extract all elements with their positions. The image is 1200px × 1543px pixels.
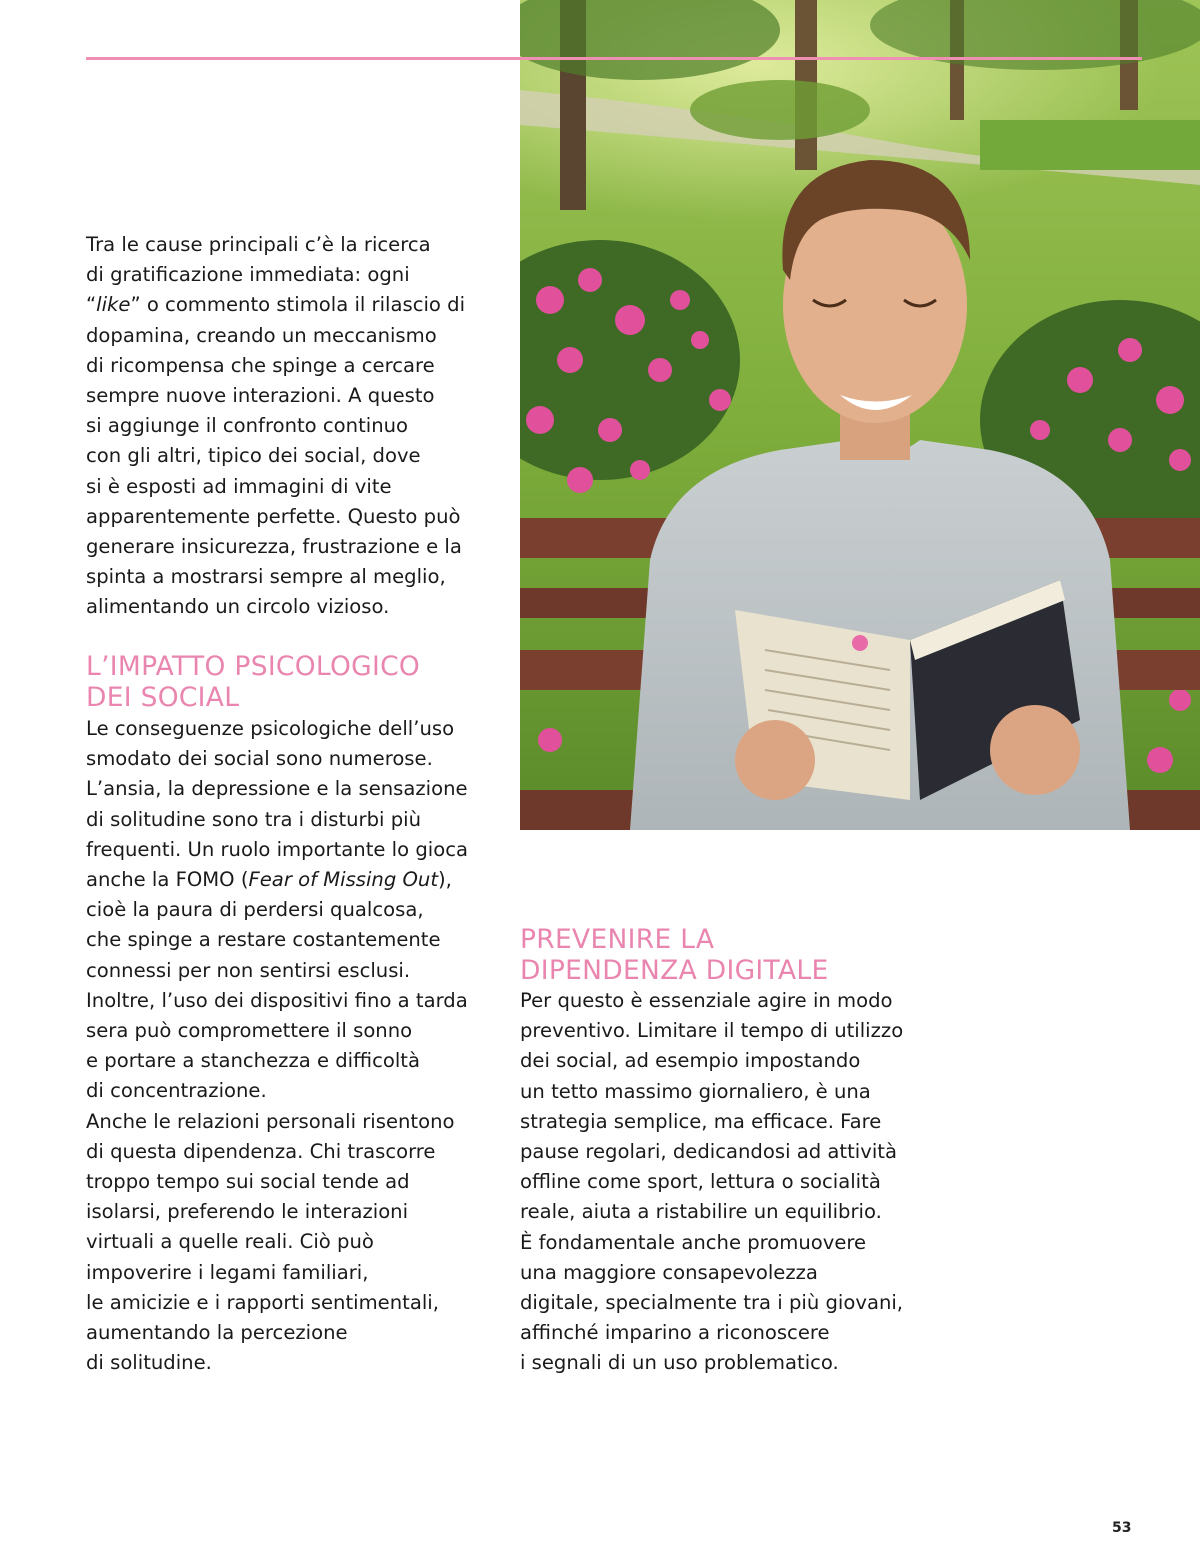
fomo-italic: Fear of Missing Out (248, 868, 439, 892)
text-line: dopamina, creando un meccanismo (86, 323, 437, 347)
text-line: smodato dei social sono numerose. (86, 747, 433, 771)
text-line: una maggiore consapevolezza (520, 1260, 818, 1284)
text-line: offline come sport, lettura o socialità (520, 1170, 881, 1194)
page-number: 53 (1112, 1520, 1132, 1536)
text-line: di concentrazione. (86, 1079, 267, 1103)
text-line: affinché imparino a riconoscere (520, 1321, 830, 1345)
psychological-impact-paragraph (86, 714, 506, 1378)
text-line: Tra le cause principali c’è la ricerca (86, 233, 431, 256)
heading-line: L’IMPATTO PSICOLOGICO (86, 651, 421, 682)
text-line: di solitudine. (86, 1351, 212, 1375)
text-line: i segnali di un uso problematico. (520, 1351, 839, 1375)
text-line: strategia semplice, ma efficace. Fare (520, 1109, 882, 1133)
text-line-fomo (86, 865, 506, 895)
text-line: e portare a stanchezza e difficoltà (86, 1049, 420, 1073)
heading-line: DIPENDENZA DIGITALE (520, 954, 829, 986)
text-line: troppo tempo sui social tende ad (86, 1170, 410, 1194)
text-line: spinta a mostrarsi sempre al meglio, (86, 565, 446, 589)
photo-teen-reading-book-in-park (520, 0, 1200, 830)
text-line: si è esposti ad immagini di vite (86, 474, 392, 498)
text-line: reale, aiuta a ristabilire un equilibrio. (520, 1200, 882, 1224)
heading-line: DEI SOCIAL (86, 681, 240, 713)
text-line: con gli altri, tipico dei social, dove (86, 444, 421, 468)
prevention-paragraph (520, 986, 950, 1379)
text-line: virtuali a quelle reali. Ciò può (86, 1230, 374, 1254)
text-line: L’ansia, la depressione e la sensazione (86, 777, 468, 801)
text-line: sempre nuove interazioni. A questo (86, 384, 435, 408)
fomo-suffix: ), (438, 868, 452, 892)
text-line: Inoltre, l’uso dei dispositivi fino a tarda (86, 988, 468, 1012)
text-line: di questa dipendenza. Chi trascorre (86, 1139, 436, 1163)
text-line: preventivo. Limitare il tempo di utilizzo (520, 1019, 904, 1043)
text-line: che spinge a restare costantemente (86, 928, 441, 952)
text-line: dei social, ad esempio impostando (520, 1049, 861, 1073)
top-divider-line (86, 57, 1142, 60)
text-line: di solitudine sono tra i disturbi più (86, 807, 422, 831)
text-line: cioè la paura di perdersi qualcosa, (86, 898, 424, 922)
text-line: frequenti. Un ruolo importante lo gioca (86, 837, 468, 861)
text-line: pause regolari, dedicandosi ad attività (520, 1140, 897, 1164)
text-line: sera può compromettere il sonno (86, 1019, 413, 1043)
intro-paragraph (86, 230, 506, 623)
like-rest: ” o commento stimola il rilascio di (130, 293, 466, 317)
text-line: un tetto massimo giornaliero, è una (520, 1079, 871, 1103)
text-line: Le conseguenze psicologiche dell’uso (86, 717, 455, 740)
text-line: impoverire i legami familiari, (86, 1260, 369, 1284)
text-line: si aggiunge il confronto continuo (86, 414, 409, 438)
text-line: generare insicurezza, frustrazione e la (86, 535, 462, 559)
text-line: connessi per non sentirsi esclusi. (86, 958, 411, 982)
text-line: isolarsi, preferendo le interazioni (86, 1200, 409, 1224)
fomo-prefix: anche la FOMO ( (86, 868, 249, 892)
text-line: di ricompensa che spinge a cercare (86, 353, 435, 377)
text-line: È fondamentale anche promuovere (520, 1230, 867, 1254)
heading-impatto-psicologico (86, 652, 420, 713)
text-line: le amicizie e i rapporti sentimentali, (86, 1290, 439, 1314)
open-quote: “ (86, 293, 97, 317)
text-line-like (86, 290, 506, 320)
text-line: Per questo è essenziale agire in modo (520, 989, 893, 1012)
text-line: alimentando un circolo vizioso. (86, 595, 390, 619)
like-word: like (96, 293, 131, 317)
text-line: apparentemente perfette. Questo può (86, 504, 461, 528)
text-line: Anche le relazioni personali risentono (86, 1109, 455, 1133)
heading-prevenire-dipendenza (520, 925, 828, 986)
text-line: di gratificazione immediata: ogni (86, 263, 410, 287)
text-line: digitale, specialmente tra i più giovani, (520, 1291, 904, 1315)
text-line: aumentando la percezione (86, 1321, 348, 1345)
heading-line: PREVENIRE LA (520, 924, 715, 955)
